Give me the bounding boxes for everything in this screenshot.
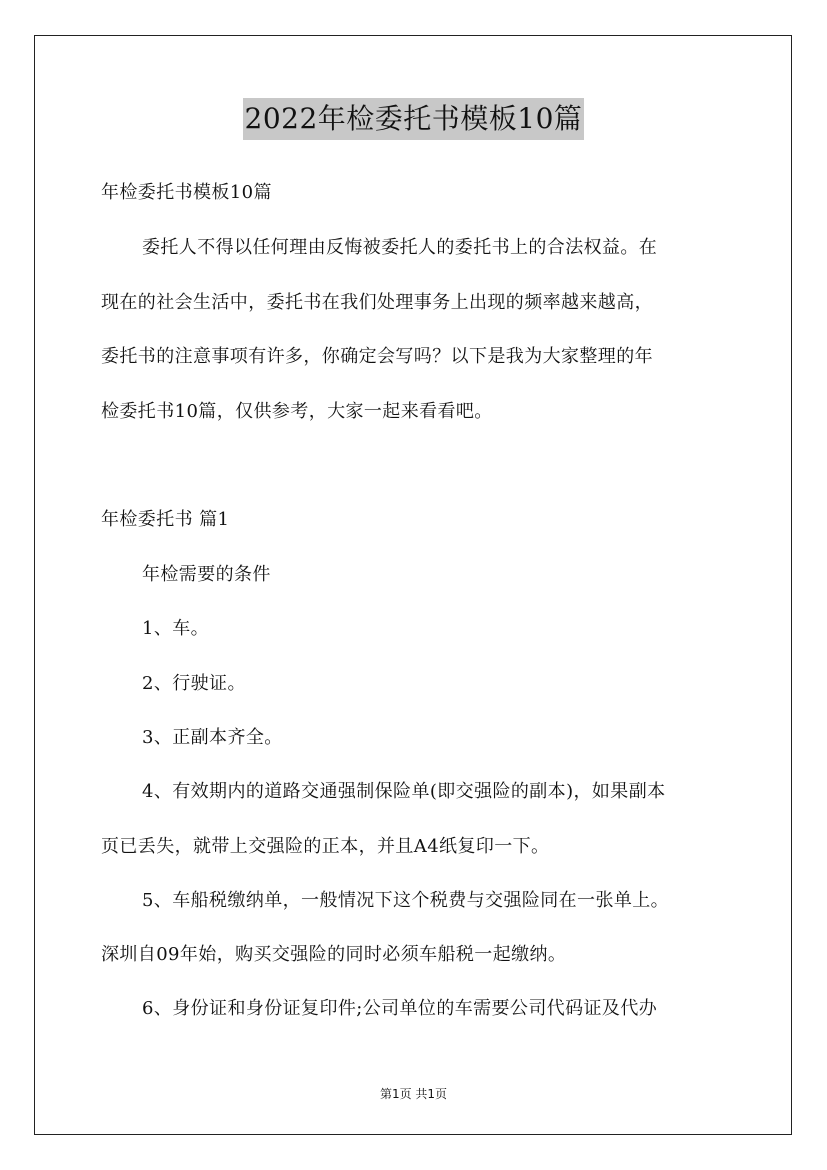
page-number-footer: 第1页 共1页 <box>379 1087 448 1101</box>
list-item: 1、车。 <box>142 618 210 639</box>
intro-line-2: 现在的社会生活中，委托书在我们处理事务上出现的频率越来越高， <box>101 292 653 313</box>
list-item: 3、正副本齐全。 <box>142 727 283 748</box>
list-item: 6、身份证和身份证复印件;公司单位的车需要公司代码证及代办 <box>142 998 658 1019</box>
section-heading: 年检委托书 篇1 <box>101 509 230 530</box>
list-item-continuation: 页已丢失，就带上交强险的正本，并且A4纸复印一下。 <box>101 836 550 857</box>
intro-line-4: 检委托书10篇，仅供参考，大家一起来看看吧。 <box>101 401 493 422</box>
conditions-heading: 年检需要的条件 <box>142 564 271 585</box>
document-title-wrap <box>0 98 827 140</box>
document-title: 2022年检委托书模板10篇 <box>243 98 585 140</box>
list-item-continuation: 深圳自09年始，购买交强险的同时必须车船税一起缴纳。 <box>101 944 567 965</box>
list-item: 4、有效期内的道路交通强制保险单(即交强险的副本)，如果副本 <box>142 781 666 802</box>
intro-line-3: 委托书的注意事项有许多，你确定会写吗？以下是我为大家整理的年 <box>101 346 653 367</box>
intro-line-1: 委托人不得以任何理由反悔被委托人的委托书上的合法权益。在 <box>142 237 658 258</box>
subtitle: 年检委托书模板10篇 <box>101 182 272 203</box>
list-item: 2、行驶证。 <box>142 673 246 694</box>
list-item: 5、车船税缴纳单，一般情况下这个税费与交强险同在一张单上。 <box>142 890 670 911</box>
